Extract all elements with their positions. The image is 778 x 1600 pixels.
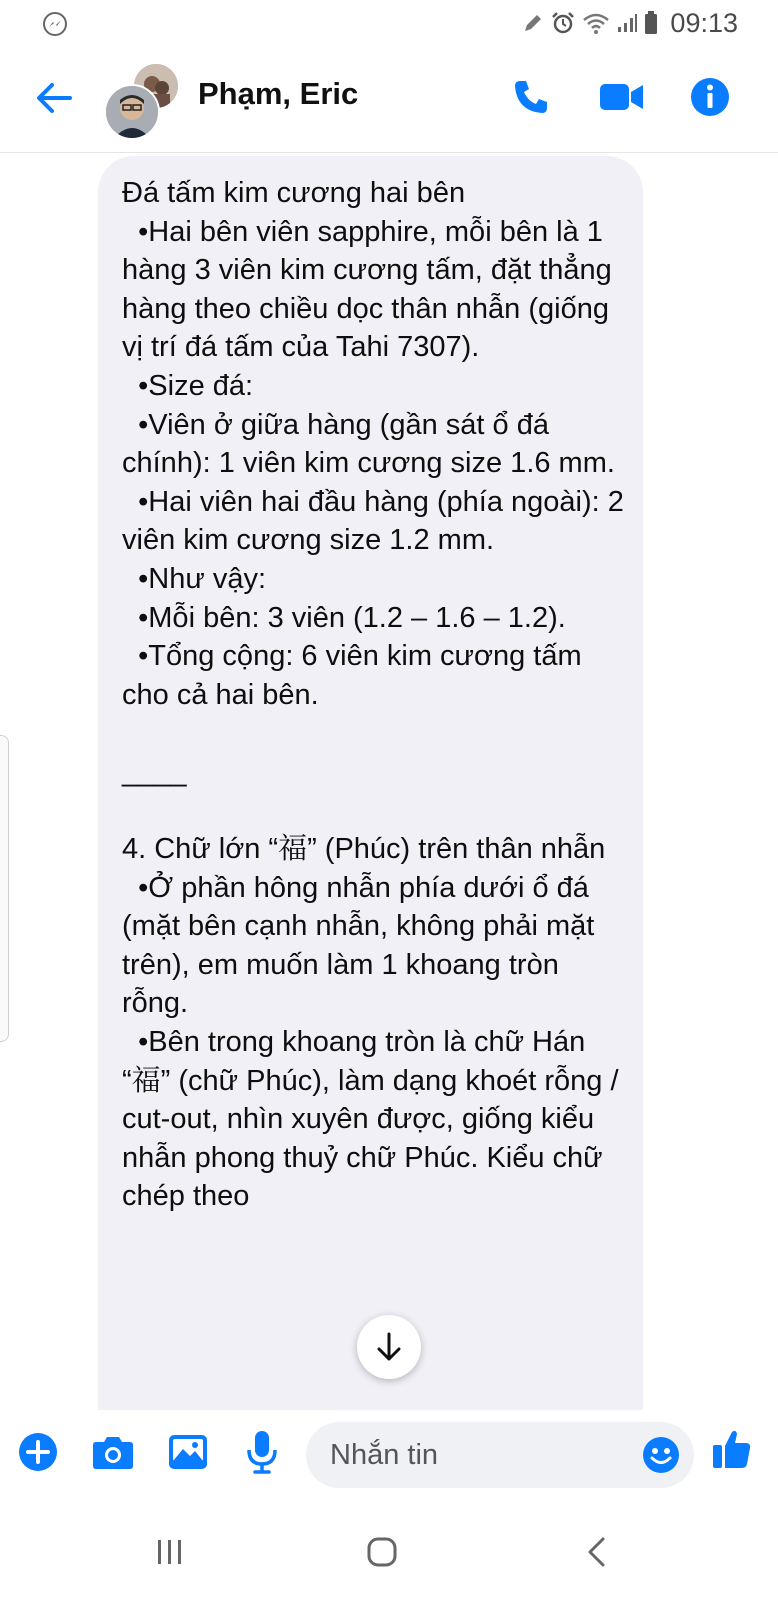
arrow-down-icon <box>376 1332 402 1362</box>
phone-icon[interactable] <box>512 78 550 116</box>
edge-marker <box>0 735 9 1042</box>
battery-icon <box>644 11 658 35</box>
contact-name[interactable]: Phạm, Eric <box>198 76 359 111</box>
status-time: 09:13 <box>670 7 738 38</box>
message-input[interactable] <box>306 1422 694 1488</box>
emoji-icon[interactable] <box>642 1436 680 1474</box>
image-icon[interactable] <box>168 1434 208 1470</box>
signal-icon <box>616 12 638 34</box>
add-icon[interactable] <box>18 1432 58 1472</box>
info-icon[interactable] <box>690 77 730 117</box>
recent-apps-icon[interactable] <box>156 1538 184 1566</box>
message-bubble[interactable] <box>98 156 643 1410</box>
status-bar <box>0 0 778 46</box>
system-nav-bar <box>0 1500 778 1600</box>
alarm-icon <box>550 10 576 36</box>
message-input-placeholder: Nhắn tin <box>330 1439 439 1471</box>
message-text: Đá tấm kim cương hai bên •Hai bên viên sapphire, mỗi bên là 1 hàng 3 viên kim cương tấm, đặt thẳng hàng theo chiều dọc thân nhẫn (giống vị trí đá tấm của Tahi 7307). •Size đá: •Viên ở giữa hàng (gần sát ổ đá chính): 1 viên kim cương size 1.6 mm. •Hai viên hai đầu hàng (phía ngoài): 2 viên kim cương size 1.2 mm. •Như vậy: •Mỗi bên: 3 viên (1.2 – 1.6 – 1.2). •Tổng cộng: 6 viên kim cương tấm cho cả hai bên. ____ 4. Chữ lớn “福” (Phúc) trên thân nhẫn •Ở phần hông nhẫn phía dưới ổ đá (mặt bên cạnh nhẫn, không phải mặt trên), em muốn làm 1 khoang tròn rỗng. •Bên trong khoang tròn là chữ Hán “福” (chữ Phúc), làm dạng khoét rỗng / cut-out, nhìn xuyên được, giống kiểu nhẫn phong thuỷ chữ Phúc. Kiểu chữ chép theo <box>122 177 624 1213</box>
avatar[interactable] <box>104 62 176 138</box>
composer-bar <box>0 1410 778 1498</box>
scroll-to-bottom-button[interactable] <box>357 1315 421 1379</box>
home-icon[interactable] <box>366 1536 398 1568</box>
avatar-primary <box>104 84 160 140</box>
wifi-icon <box>582 11 610 35</box>
message-viewport <box>98 152 643 1410</box>
edit-icon <box>522 12 544 34</box>
messenger-notification-icon <box>42 11 68 37</box>
conversation-header <box>0 46 778 153</box>
camera-icon[interactable] <box>92 1434 134 1470</box>
back-icon[interactable] <box>586 1536 606 1568</box>
like-icon[interactable] <box>712 1428 752 1470</box>
back-arrow-icon[interactable] <box>34 80 74 116</box>
microphone-icon[interactable] <box>246 1430 278 1474</box>
video-camera-icon[interactable] <box>600 82 644 112</box>
